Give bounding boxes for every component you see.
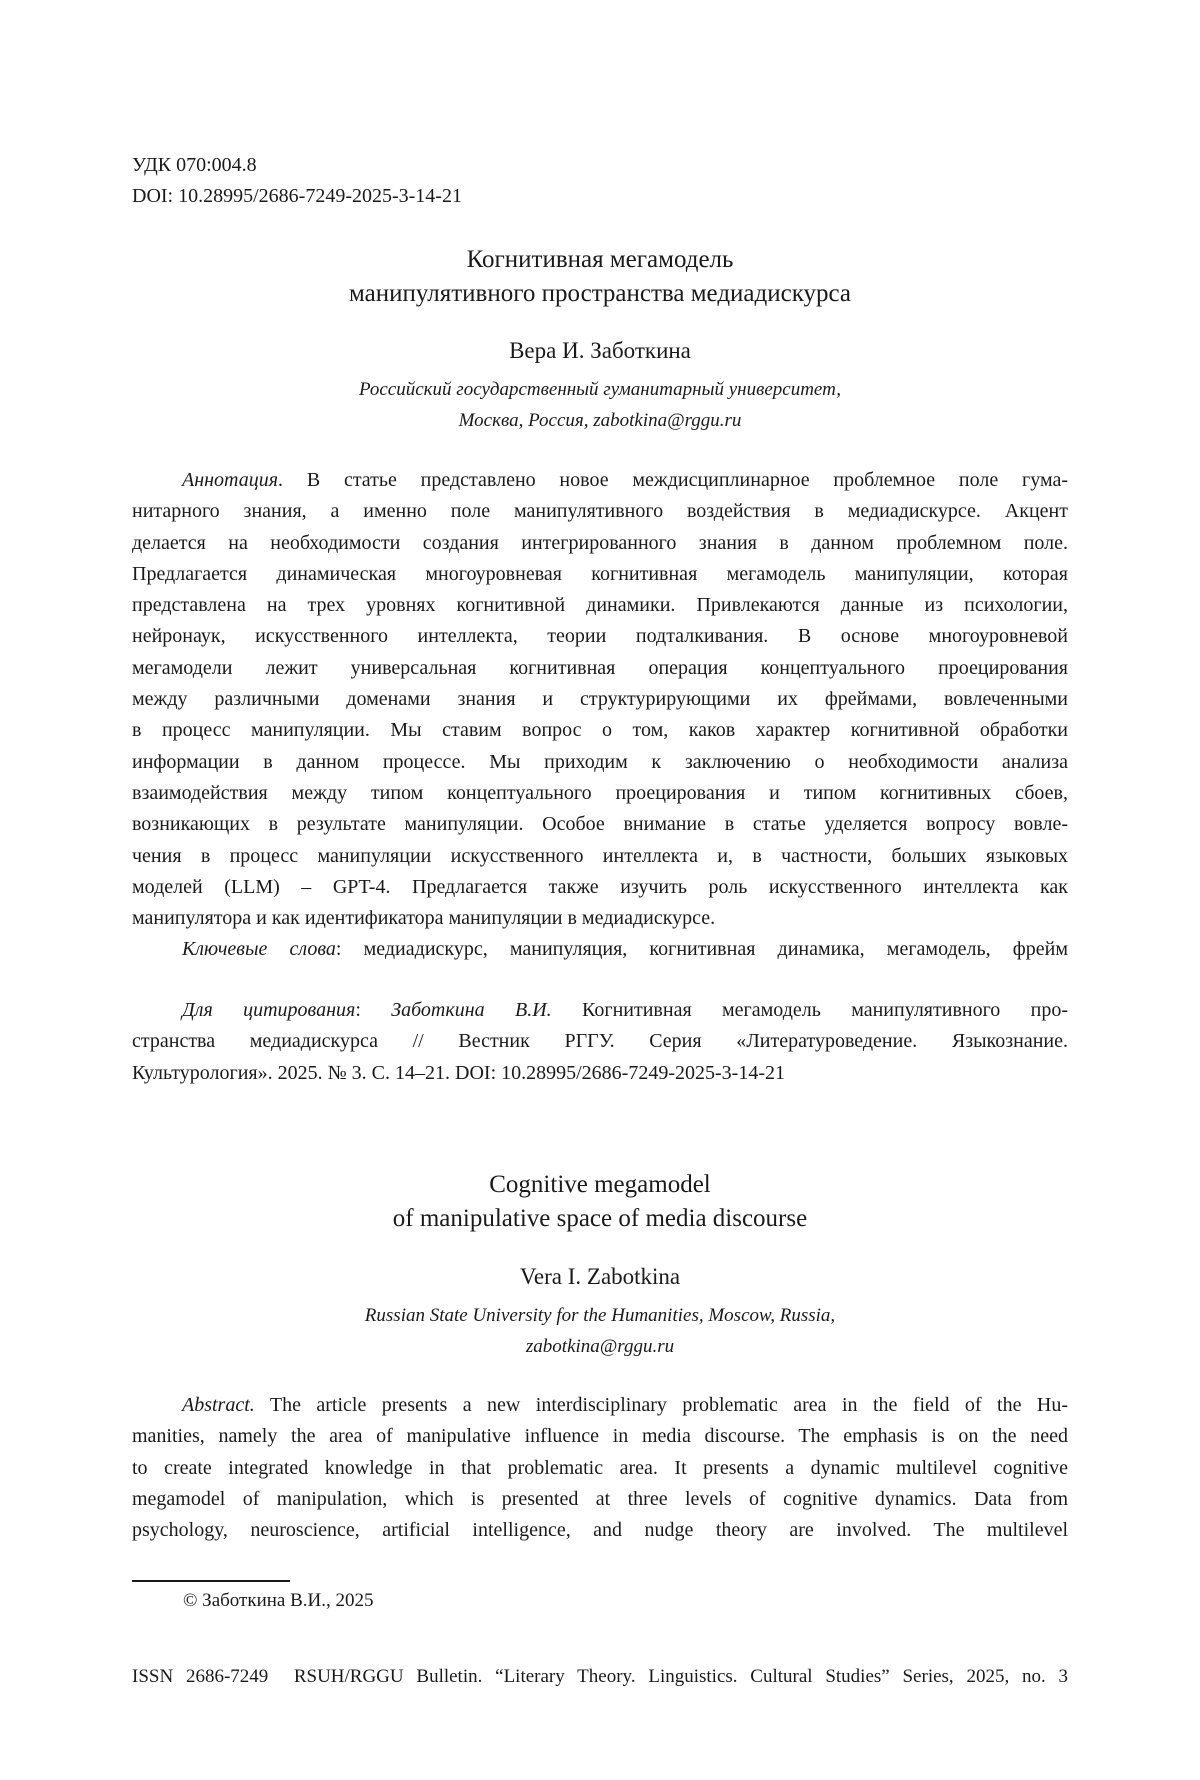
issn: ISSN 2686-7249 [132, 1666, 269, 1687]
en-title-line: Cognitive megamodel [489, 1171, 711, 1198]
en-title-line: of manipulative space of media discourse [392, 1205, 808, 1232]
abstract-line: Abstract. The article presents a new interdisciplinary problematic area in the field of the Hu- [182, 1394, 1068, 1416]
citation-line: странства медиадискурса // Вестник РГГУ. Серия «Литературоведение. Языкознание. [132, 1030, 1068, 1053]
keywords: : медиадискурс, манипуляция, когнитивная динамика, мегамодель, фрейм [335, 938, 1068, 961]
ru-abstract [132, 465, 1068, 966]
en-author: Vera I. Zabotkina [519, 1264, 681, 1289]
abstract-line: Предлагается динамическая многоуровневая когнитивная мегамодель манипуляции, которая [132, 562, 1068, 585]
copyright-footnote: © Заботкина В.И., 2025 [183, 1590, 374, 1611]
ru-author: Вера И. Заботкина [509, 338, 691, 363]
ru-title-line: манипулятивного пространства медиадискурса [348, 280, 852, 307]
en-affiliation-line: zabotkina@rggu.ru [525, 1336, 675, 1357]
ru-citation [132, 995, 1068, 1089]
citation-author: Заботкина В.И. [391, 999, 552, 1021]
citation-line: Для цитирования: Заботкина В.И. Когнитивная мегамодель манипулятивного про- [182, 999, 1069, 1021]
abstract-line: нитарного знания, а именно поле манипулятивного воздействия в медиадискурсе. Акцент [132, 500, 1068, 523]
udk-code: УДК 070:004.8 [132, 154, 257, 176]
abstract-line: нейронаук, искусственного интеллекта, теории подталкивания. В основе многоуровневой [132, 625, 1068, 648]
abstract-line: манипулятора и как идентификатора манипуляции в медиадискурсе. [132, 907, 716, 930]
ru-affiliation [132, 374, 1068, 436]
abstract-line: возникающих в результате манипуляции. Особое внимание в статье уделяется вопросу вовле- [132, 813, 1068, 836]
abstract-line: информации в данном процессе. Мы приходим к заключению о необходимости анализа [132, 750, 1068, 773]
page-footer [132, 1666, 1068, 1688]
en-title [132, 1168, 1068, 1236]
abstract-line: в процесс манипуляции. Мы ставим вопрос о том, каков характер когнитивной обработки [132, 719, 1068, 742]
citation-line: Культурология». 2025. № 3. С. 14–21. DOI: 10.28995/2686-7249-2025-3-14-21 [132, 1061, 785, 1084]
abstract-line: to create integrated knowledge in that problematic area. It presents a dynamic multilevel cognitive [132, 1456, 1068, 1479]
en-abstract [132, 1390, 1068, 1546]
en-affiliation-line: Russian State University for the Humanities, Moscow, Russia, [364, 1305, 836, 1326]
ru-title [132, 243, 1068, 311]
abstract-line: делается на необходимости создания интегрированного знания в данном проблемном поле. [132, 531, 1068, 554]
ru-affiliation-line: Москва, Россия, zabotkina@rggu.ru [458, 410, 742, 431]
abstract-line: мегамодели лежит универсальная когнитивная операция концептуального проецирования [132, 656, 1068, 679]
abstract-line: моделей (LLM) – GPT-4. Предлагается также изучить роль искусственного интеллекта как [132, 875, 1068, 898]
abstract-line: Аннотация. В статье представлено новое междисциплинарное проблемное поле гума- [182, 469, 1068, 491]
journal-name: RSUH/RGGU Bulletin. “Literary Theory. Linguistics. Cultural Studies” Series, 2025, no. 3 [293, 1666, 1068, 1687]
abstract-label: Abstract. [182, 1394, 255, 1416]
ru-affiliation-line: Российский государственный гуманитарный университет, [358, 379, 842, 400]
keywords-label: Ключевые слова [182, 938, 336, 961]
citation-label: Для цитирования [182, 999, 356, 1021]
abstract-line: psychology, neuroscience, artificial intelligence, and nudge theory are involved. The multilevel [132, 1519, 1068, 1542]
footnote-rule [132, 1580, 290, 1582]
abstract-label: Аннотация [182, 469, 279, 491]
abstract-line: чения в процесс манипуляции искусственного интеллекта и, в частности, больших языковых [132, 844, 1068, 867]
keywords-line [132, 934, 1068, 965]
abstract-line: manities, namely the area of manipulative influence in media discourse. The emphasis is on the need [132, 1425, 1068, 1448]
doi: DOI: 10.28995/2686-7249-2025-3-14-21 [132, 185, 462, 207]
abstract-line: взаимодействия между типом концептуального проецирования и типом когнитивных сбоев, [132, 781, 1068, 804]
ru-title-line: Когнитивная мегамодель [466, 246, 734, 273]
abstract-line: megamodel of manipulation, which is presented at three levels of cognitive dynamics. Data from [132, 1487, 1068, 1510]
article-meta [132, 150, 1068, 212]
en-affiliation [132, 1300, 1068, 1362]
abstract-line: представлена на трех уровнях когнитивной динамики. Привлекаются данные из психологии, [132, 594, 1068, 617]
abstract-line: между различными доменами знания и структурирующими их фреймами, вовлеченными [132, 688, 1068, 711]
